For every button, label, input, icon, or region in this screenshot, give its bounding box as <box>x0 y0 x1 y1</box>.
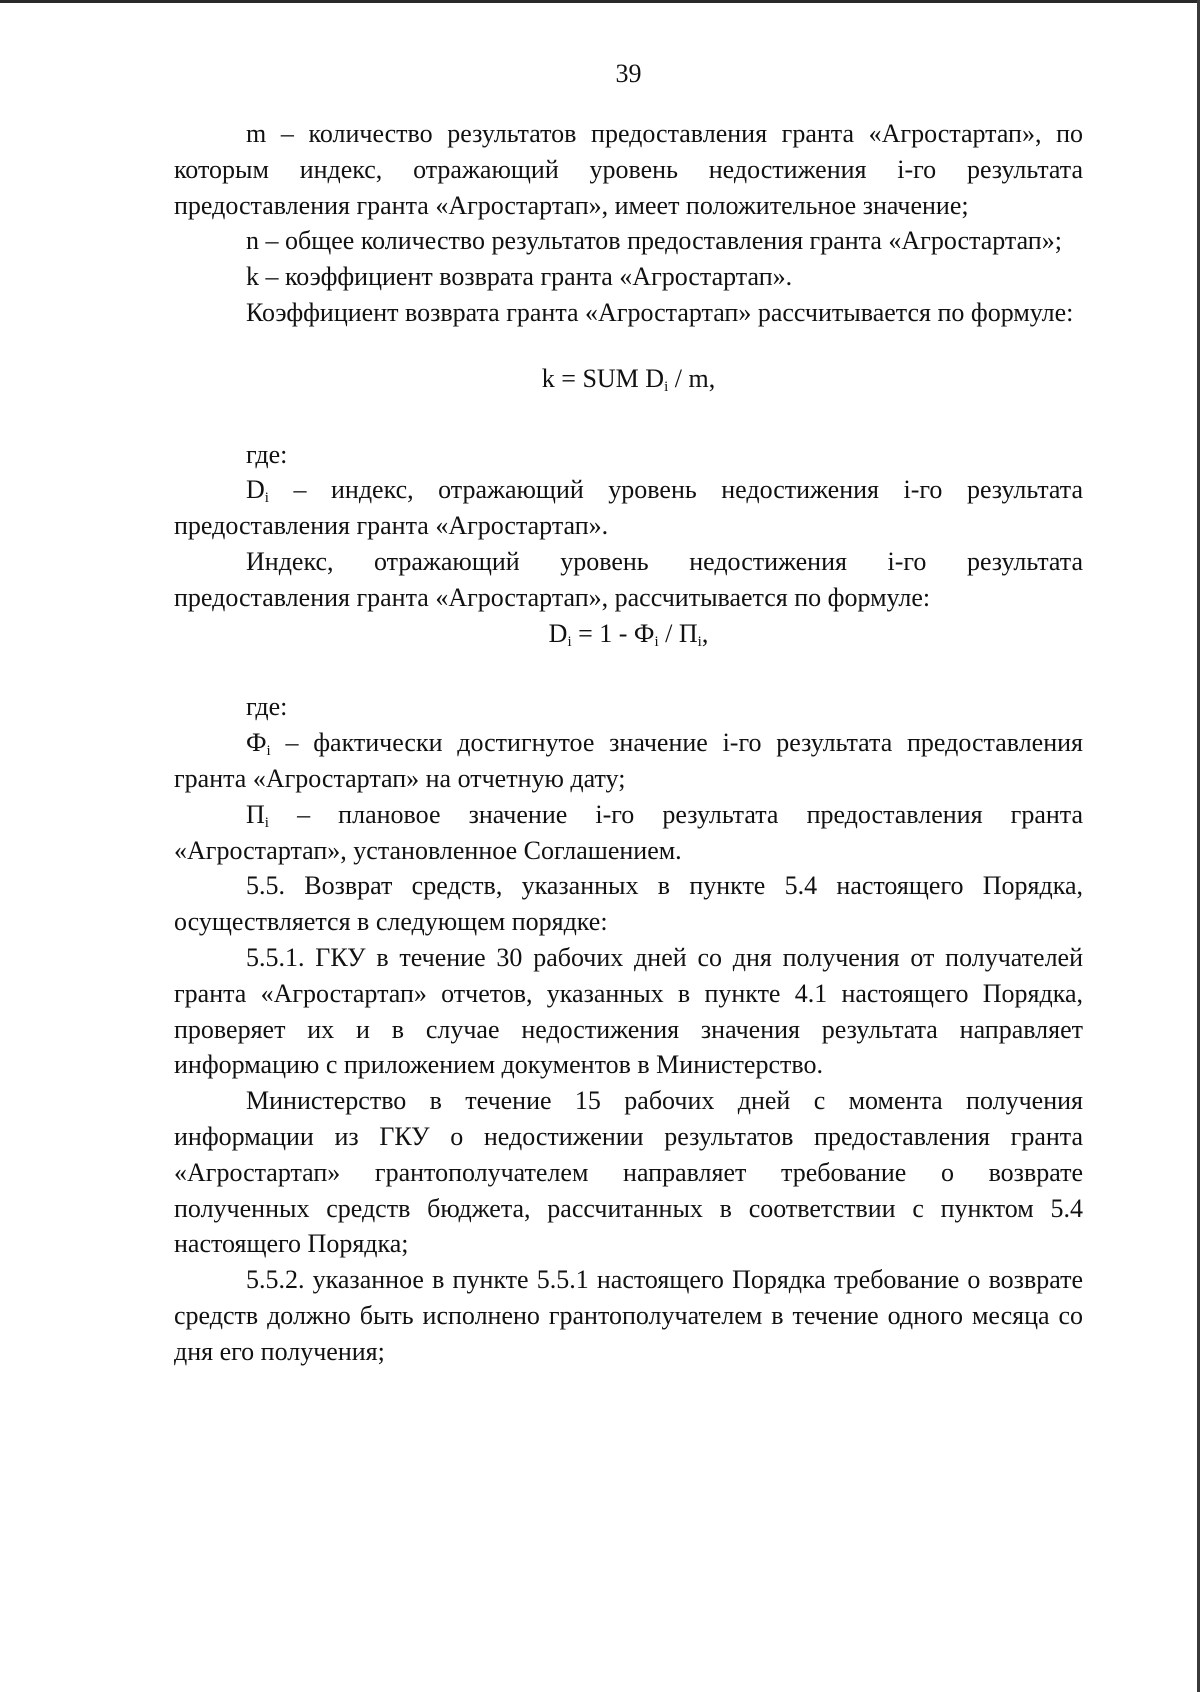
paragraph-5-5-2: 5.5.2. указанное в пункте 5.5.1 настоящего Порядка требование о возврате средств должно быть исполнено грантополучателем в течение одного месяца со дня его получения; <box>174 1265 1083 1366</box>
formula-k-prefix: k = SUM D <box>541 363 665 393</box>
formula-k <box>174 361 1083 397</box>
formula-di <box>174 616 1083 652</box>
phi-subscript: i <box>266 743 271 760</box>
pi-subscript: i <box>264 814 269 831</box>
page-number: 39 <box>615 59 642 88</box>
scan-edge-top <box>0 0 1200 3</box>
formula-di-phi: = 1 - Ф <box>571 618 655 648</box>
paragraph-di-definition <box>174 472 1083 544</box>
di-subscript: i <box>264 490 269 507</box>
phi-definition-text: – фактически достигнутое значение i-го результата предоставления гранта «Агростартап» на отчетную дату; <box>174 728 1083 793</box>
paragraph-phi-definition <box>174 725 1083 797</box>
formula-di-lhs: D <box>548 618 568 648</box>
pi-definition-text: – плановое значение i-го результата предоставления гранта «Агростартап», установленное Соглашением. <box>174 799 1083 865</box>
document-body <box>174 116 1083 1370</box>
paragraph-n-definition: n – общее количество результатов предоставления гранта «Агростартап»; <box>246 226 1062 256</box>
paragraph-5-5-1: 5.5.1. ГКУ в течение 30 рабочих дней со дня получения от получателей гранта «Агростартап» отчетов, указанных в пункте 4.1 настоящего Порядка, проверяет их и в случае недостижения значения результата направляет информацию с приложением документов в Министерство. <box>174 942 1083 1080</box>
paragraph-5-5: 5.5. Возврат средств, указанных в пункте 5.4 настоящего Порядка, осуществляется в следующем порядке: <box>174 871 1083 937</box>
di-definition-text: – индекс, отражающий уровень недостижения i-го результата предоставления гранта «Агростартап». <box>174 475 1083 541</box>
paragraph-k-definition: k – коэффициент возврата гранта «Агростартап». <box>246 262 793 292</box>
phi-symbol: Ф <box>246 728 267 758</box>
formula-di-lhs-sub: i <box>567 633 572 650</box>
formula-di-phi-sub: i <box>654 633 659 650</box>
di-symbol: D <box>246 475 265 505</box>
formula-k-suffix: / m, <box>668 363 716 393</box>
pi-symbol: П <box>246 799 265 829</box>
where-label-1: где: <box>246 439 288 469</box>
paragraph-di-formula-intro: Индекс, отражающий уровень недостижения i-го результата предоставления гранта «Агростартап», рассчитывается по формуле: <box>174 546 1083 612</box>
where-label-2: где: <box>246 692 288 722</box>
paragraph-k-formula-intro: Коэффициент возврата гранта «Агростартап» рассчитывается по формуле: <box>246 297 1074 327</box>
paragraph-ministry-requirement: Министерство в течение 15 рабочих дней с момента получения информации из ГКУ о недостижении результатов предоставления гранта «Агростартап» грантополучателем направляет требование о возврате полученных средств бюджета, рассчитанных в соответствии с пунктом 5.4 настоящего Порядка; <box>174 1086 1083 1259</box>
formula-di-pi: / П <box>658 618 698 648</box>
formula-di-end: , <box>701 618 709 648</box>
formula-k-subscript: i <box>664 378 669 395</box>
formula-di-pi-sub: i <box>697 633 702 650</box>
paragraph-pi-definition <box>174 797 1083 869</box>
paragraph-m-definition: m – количество результатов предоставления гранта «Агростартап», по которым индекс, отражающий уровень недостижения i-го результата предоставления гранта «Агростартап», имеет положительное значение; <box>174 119 1083 220</box>
